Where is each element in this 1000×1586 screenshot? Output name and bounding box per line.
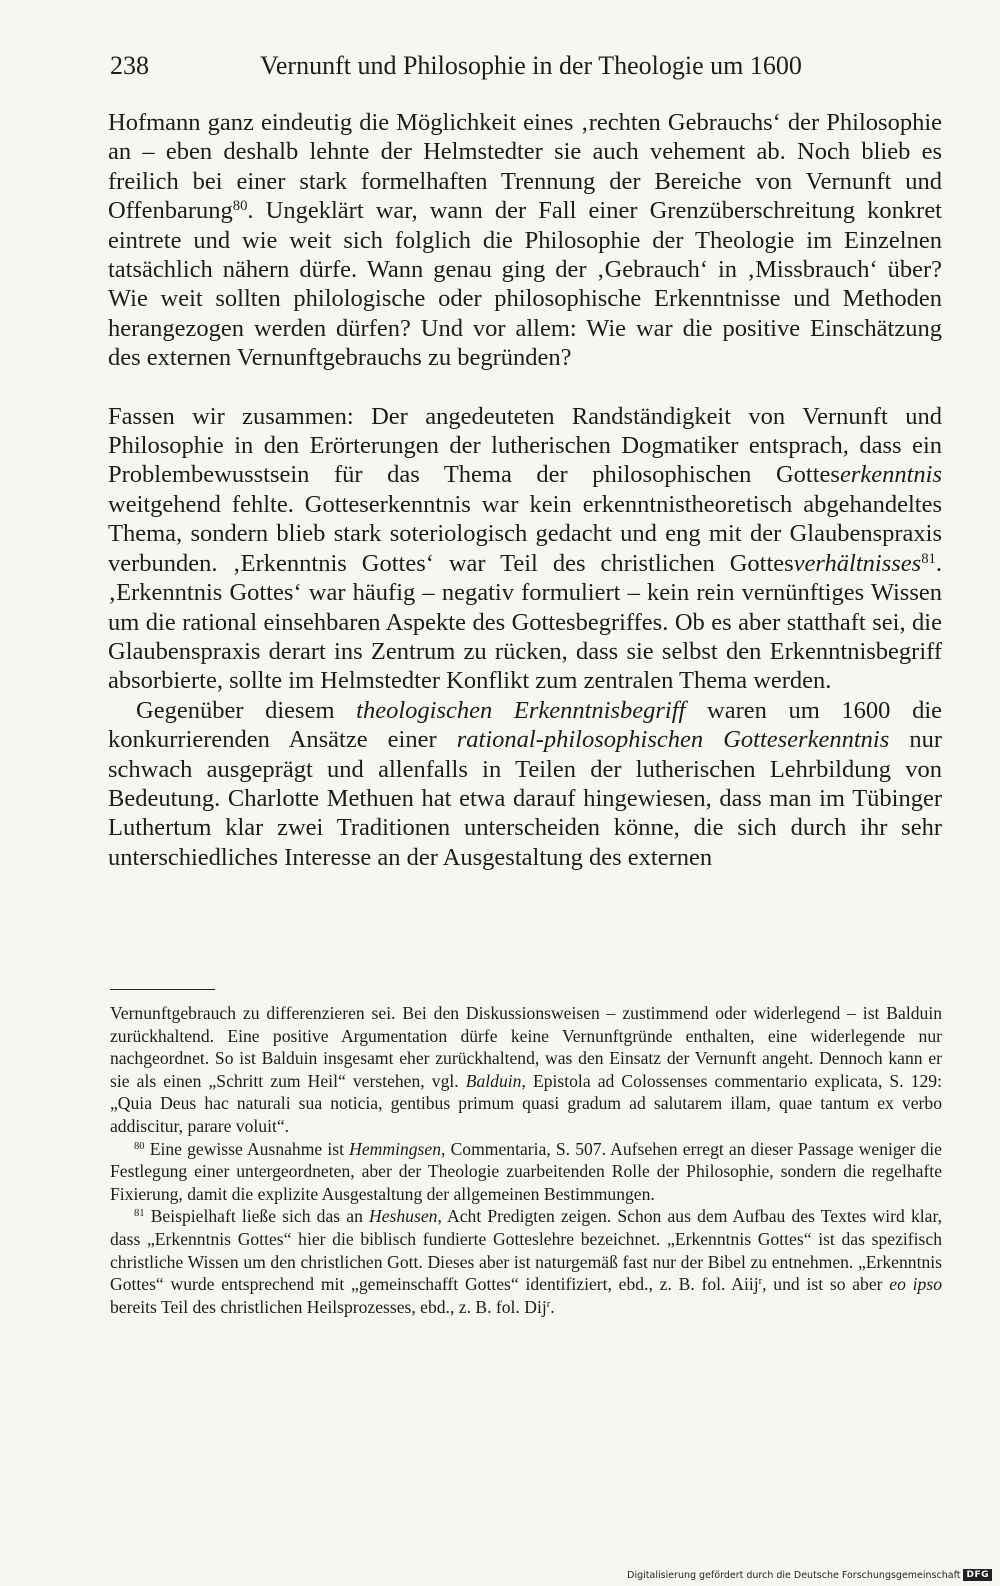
footnotes	[110, 1002, 942, 1318]
dfg-logo: DFG	[963, 1569, 992, 1581]
footnote-continuation: Vernunftgebrauch zu differenzieren sei. Bei den Diskussionsweisen – zustimmend oder widerlegend – ist Balduin zurückhaltend. Eine positive Argumentation dürfe keine Vernunftgründe enthalten, eine widerlegende nur nachgeordnet. So ist Balduin insgesamt eher zurückhaltend, was den Einsatz der Vernunft angeht. Dennoch kann er sie als einen „Schritt zum Heil“ verstehen, vgl. Balduin, Epistola ad Colossenses commentario explicata, S. 129: „Quia Deus hac naturali sua noticia, gentibus primum quasi gradum ad salutarem illam, quae tantum ex verbo addiscitur, parare voluit“.	[110, 1003, 942, 1136]
footnote-ref-81: 81	[921, 550, 936, 567]
main-text	[108, 108, 942, 872]
paragraph-1: Hofmann ganz eindeutig die Möglichkeit eines ‚rechten Gebrauchs‘ der Philosophie an – eben deshalb lehnte der Helmstedter sie auch vehement ab. Noch blieb es freilich bei einer stark formelhaften Trennung der Bereiche von Vernunft und Offenbarung$^{80}$. Ungeklärt war, wann der Fall einer Grenzüberschreitung konkret eintrete und wie weit sich folglich die Philosophie der Theologie im Einzelnen tatsächlich nähern dürfe. Wann genau ging der ‚Gebrauch‘ in ‚Missbrauch‘ über? Wie weit sollten philologische oder philosophische Erkenntnisse und Methoden herangezogen werden dürfen? Und vor allem: Wie war die positive Einschätzung des externen Vernunftgebrauchs zu begründen?	[108, 109, 942, 372]
footnote-80: $^{80}$ Eine gewisse Ausnahme ist Hemmingsen, Commentaria, S. 507. Aufsehen erregt an dieser Passage weniger die Festlegung einer untergeordneten, aber der Theologie zuarbeitenden Rolle der Philosophie, sondern die regelhafte Fixierung, damit die explizite Ausgestaltung der allgemeinen Bestimmungen.	[110, 1138, 942, 1204]
footnote-81: $^{81}$ Beispielhaft ließe sich das an Heshusen, Acht Predigten zeigen. Schon aus dem Aufbau des Textes wird klar, dass „Erkenntnis Gottes“ hier die biblisch fundierte Gotteslehre bezeichnet. „Erkenntnis Gottes“ ist das spezifisch christliche Wissen um den christlichen Gott. Dieses aber ist naturgemäß fast nur der Bibel zu entnehmen. „Erkenntnis Gottes“ wurde entsprechend mit „gemeinschafft Gottes“ identifiziert, ebd., z. B. fol. Aiij$^r$, und ist so aber eo ipso bereits Teil des christlichen Heilsprozesses, ebd., z. B. fol. Dij$^r$.	[110, 1206, 942, 1317]
digitization-notice	[627, 1569, 992, 1581]
running-title: Vernunft und Philosophie in der Theologie um 1600	[260, 51, 802, 80]
footnote-separator	[110, 989, 215, 990]
page-number: 238	[110, 51, 149, 80]
page-header	[110, 48, 942, 84]
paragraph-2: Fassen wir zusammen: Der angedeuteten Randständigkeit von Vernunft und Philosophie in den Erörterungen der lutherischen Dogmatiker entsprach, dass ein Problembewusstsein für das Thema der philosophischen Gotteserkenntnis weitgehend fehlte. Gotteserkenntnis war kein erkenntnistheoretisch abgehandeltes Thema, sondern blieb stark soteriologisch gedacht und eng mit der Glaubenspraxis verbunden. ‚Erkenntnis Gottes‘ war Teil des christlichen Gottesverhältnisses$^{81}$. ‚Erkenntnis Gottes‘ war häufig – negativ formuliert – kein rein vernünftiges Wissen um die rational einsehbaren Aspekte des Gottesbegriffes. Ob es aber statthaft sei, die Glaubenspraxis derart ins Zentrum zu rücken, dass sie selbst den Erkenntnisbegriff absorbierte, sollte im Helmstedter Konflikt zum zentralen Thema werden.	[108, 402, 942, 695]
footnote-ref-80: 80	[232, 198, 248, 215]
paragraph-3: Gegenüber diesem theologischen Erkenntnisbegriff waren um 1600 die konkurrierenden Ansätze einer rational-philosophischen Gotteserkenntnis nur schwach ausgeprägt und allenfalls in Teilen der lutherischen Lehrbildung von Bedeutung. Charlotte Methuen hat etwa darauf hingewiesen, dass man im Tübinger Luthertum klar zwei Traditionen unterscheiden könne, die sich durch ihr sehr unterschiedliches Interesse an der Ausgestaltung des externen	[108, 696, 943, 871]
digitization-notice-text: Digitalisierung gefördert durch die Deutsche Forschungsgemeinschaft	[627, 1569, 961, 1581]
